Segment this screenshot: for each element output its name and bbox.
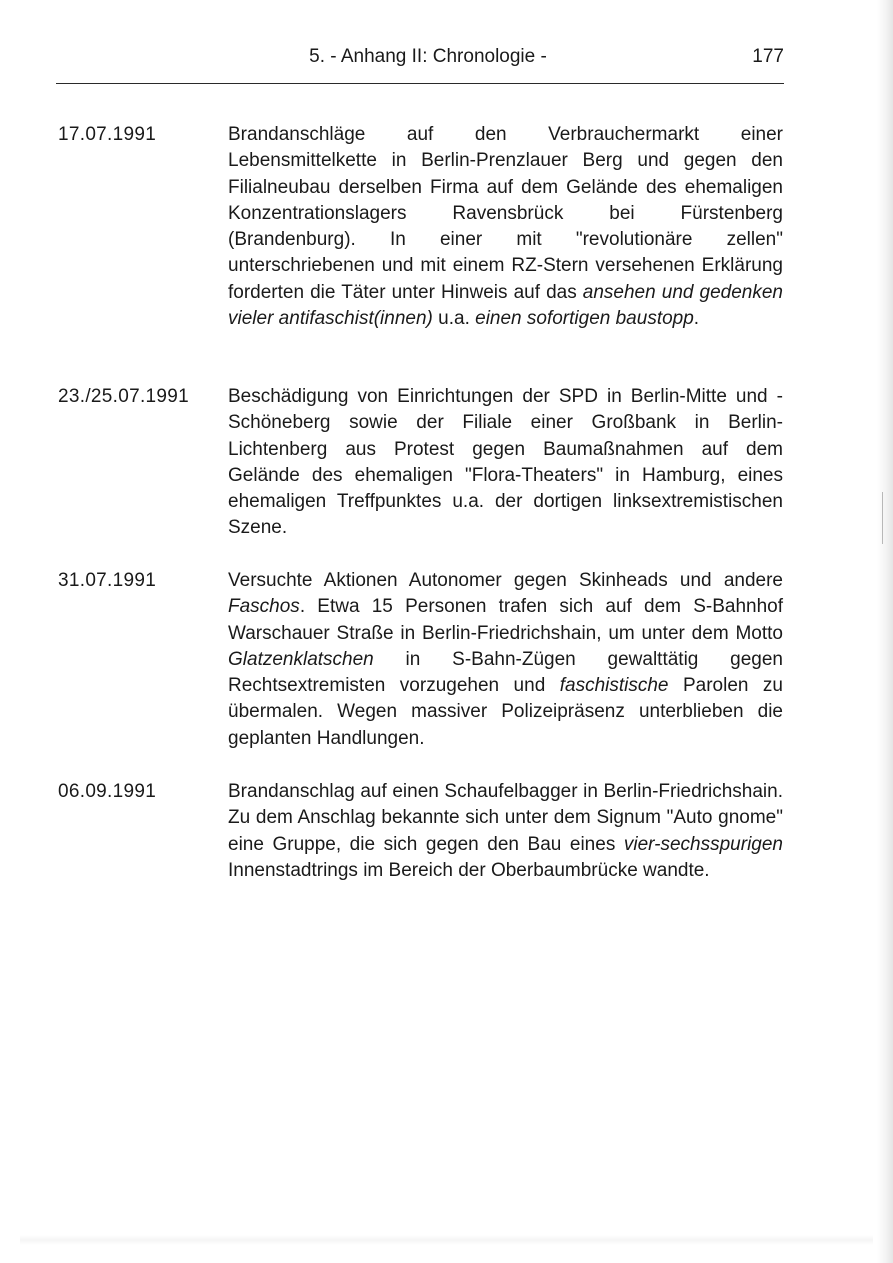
entry-text-italic: Faschos (228, 596, 300, 618)
entry-date: 23./25.07.1991 (58, 386, 189, 407)
entry-text-segment: Innenstadtrings im Bereich der Oberbaumbrücke wandte. (228, 859, 710, 881)
entry-text-segment: u.a. (432, 308, 476, 330)
page-header-title: 5. - Anhang II: Chronologie - (309, 46, 547, 67)
entry-date: 31.07.1991 (58, 570, 157, 591)
entry-date: 06.09.1991 (58, 781, 157, 802)
entry-text (228, 384, 783, 542)
scan-edge-shadow (877, 0, 893, 1263)
entry-text-italic: faschistische (559, 675, 669, 697)
entry-text (228, 122, 783, 332)
entry-text-segment: Parolen zu übermalen. Wegen massiver Polizeipräsenz unterblieben die geplanten Handlungen. (228, 675, 783, 749)
scan-bottom-shadow (20, 1235, 873, 1245)
entry-text-italic: Glatzenklatschen (228, 648, 374, 670)
entry-text-italic: ansehen und gedenken vieler antifaschist(innen) (228, 281, 783, 330)
entry-text-italic: einen sofortigen baustopp (475, 308, 694, 330)
entry-text (228, 779, 783, 884)
page-number: 177 (752, 46, 784, 67)
entry-text (228, 568, 783, 752)
entry-text-italic: vier-sechsspurigen (623, 833, 783, 855)
entry-text-segment: . Etwa 15 Personen trafen sich auf dem S-Bahnhof Warschauer Straße in Berlin-Friedrichshain, um unter dem Motto (228, 596, 783, 644)
header-divider (56, 83, 784, 84)
entry-text-segment: Versuchte Aktionen Autonomer gegen Skinheads und andere (228, 570, 783, 591)
entry-text-segment: Brandanschläge auf den Verbrauchermarkt einer Lebensmittelkette in Berlin-Prenzlauer Berg und gegen den Filialneubau derselben Firma auf dem Gelände des ehemaligen Konzentrationslagers Ravensbrück bei Fürstenberg (Brandenburg). In einer mit "revolutionäre zellen" unterschriebenen und mit einem RZ-Stern versehenen Erklärung forderten die Täter unter Hinweis auf das (228, 124, 783, 303)
entry-text-segment: Beschädigung von Einrichtungen der SPD in Berlin-Mitte und -Schöneberg sowie der Filiale einer Großbank in Berlin-Lichtenberg aus Protest gegen Baumaßnahmen auf dem Gelände des ehemaligen "Flora-Theaters" in Hamburg, eines ehemaligen Treffpunktes u.a. der dortigen linksextremistischen Szene. (228, 386, 783, 539)
entry-text-segment: in S-Bahn-Zügen gewalttätig gegen Rechtsextremisten vorzugehen und (228, 648, 783, 697)
page-header (56, 44, 784, 74)
entry-date: 17.07.1991 (58, 124, 157, 145)
scan-margin-mark (882, 492, 883, 544)
entry-text-segment: . (693, 308, 700, 330)
entry-text-segment: Brandanschlag auf einen Schaufelbagger in Berlin-Friedrichshain. Zu dem Anschlag bekannte sich unter dem Signum "Auto gnome" eine Gruppe, die sich gegen den Bau eines (228, 781, 783, 855)
